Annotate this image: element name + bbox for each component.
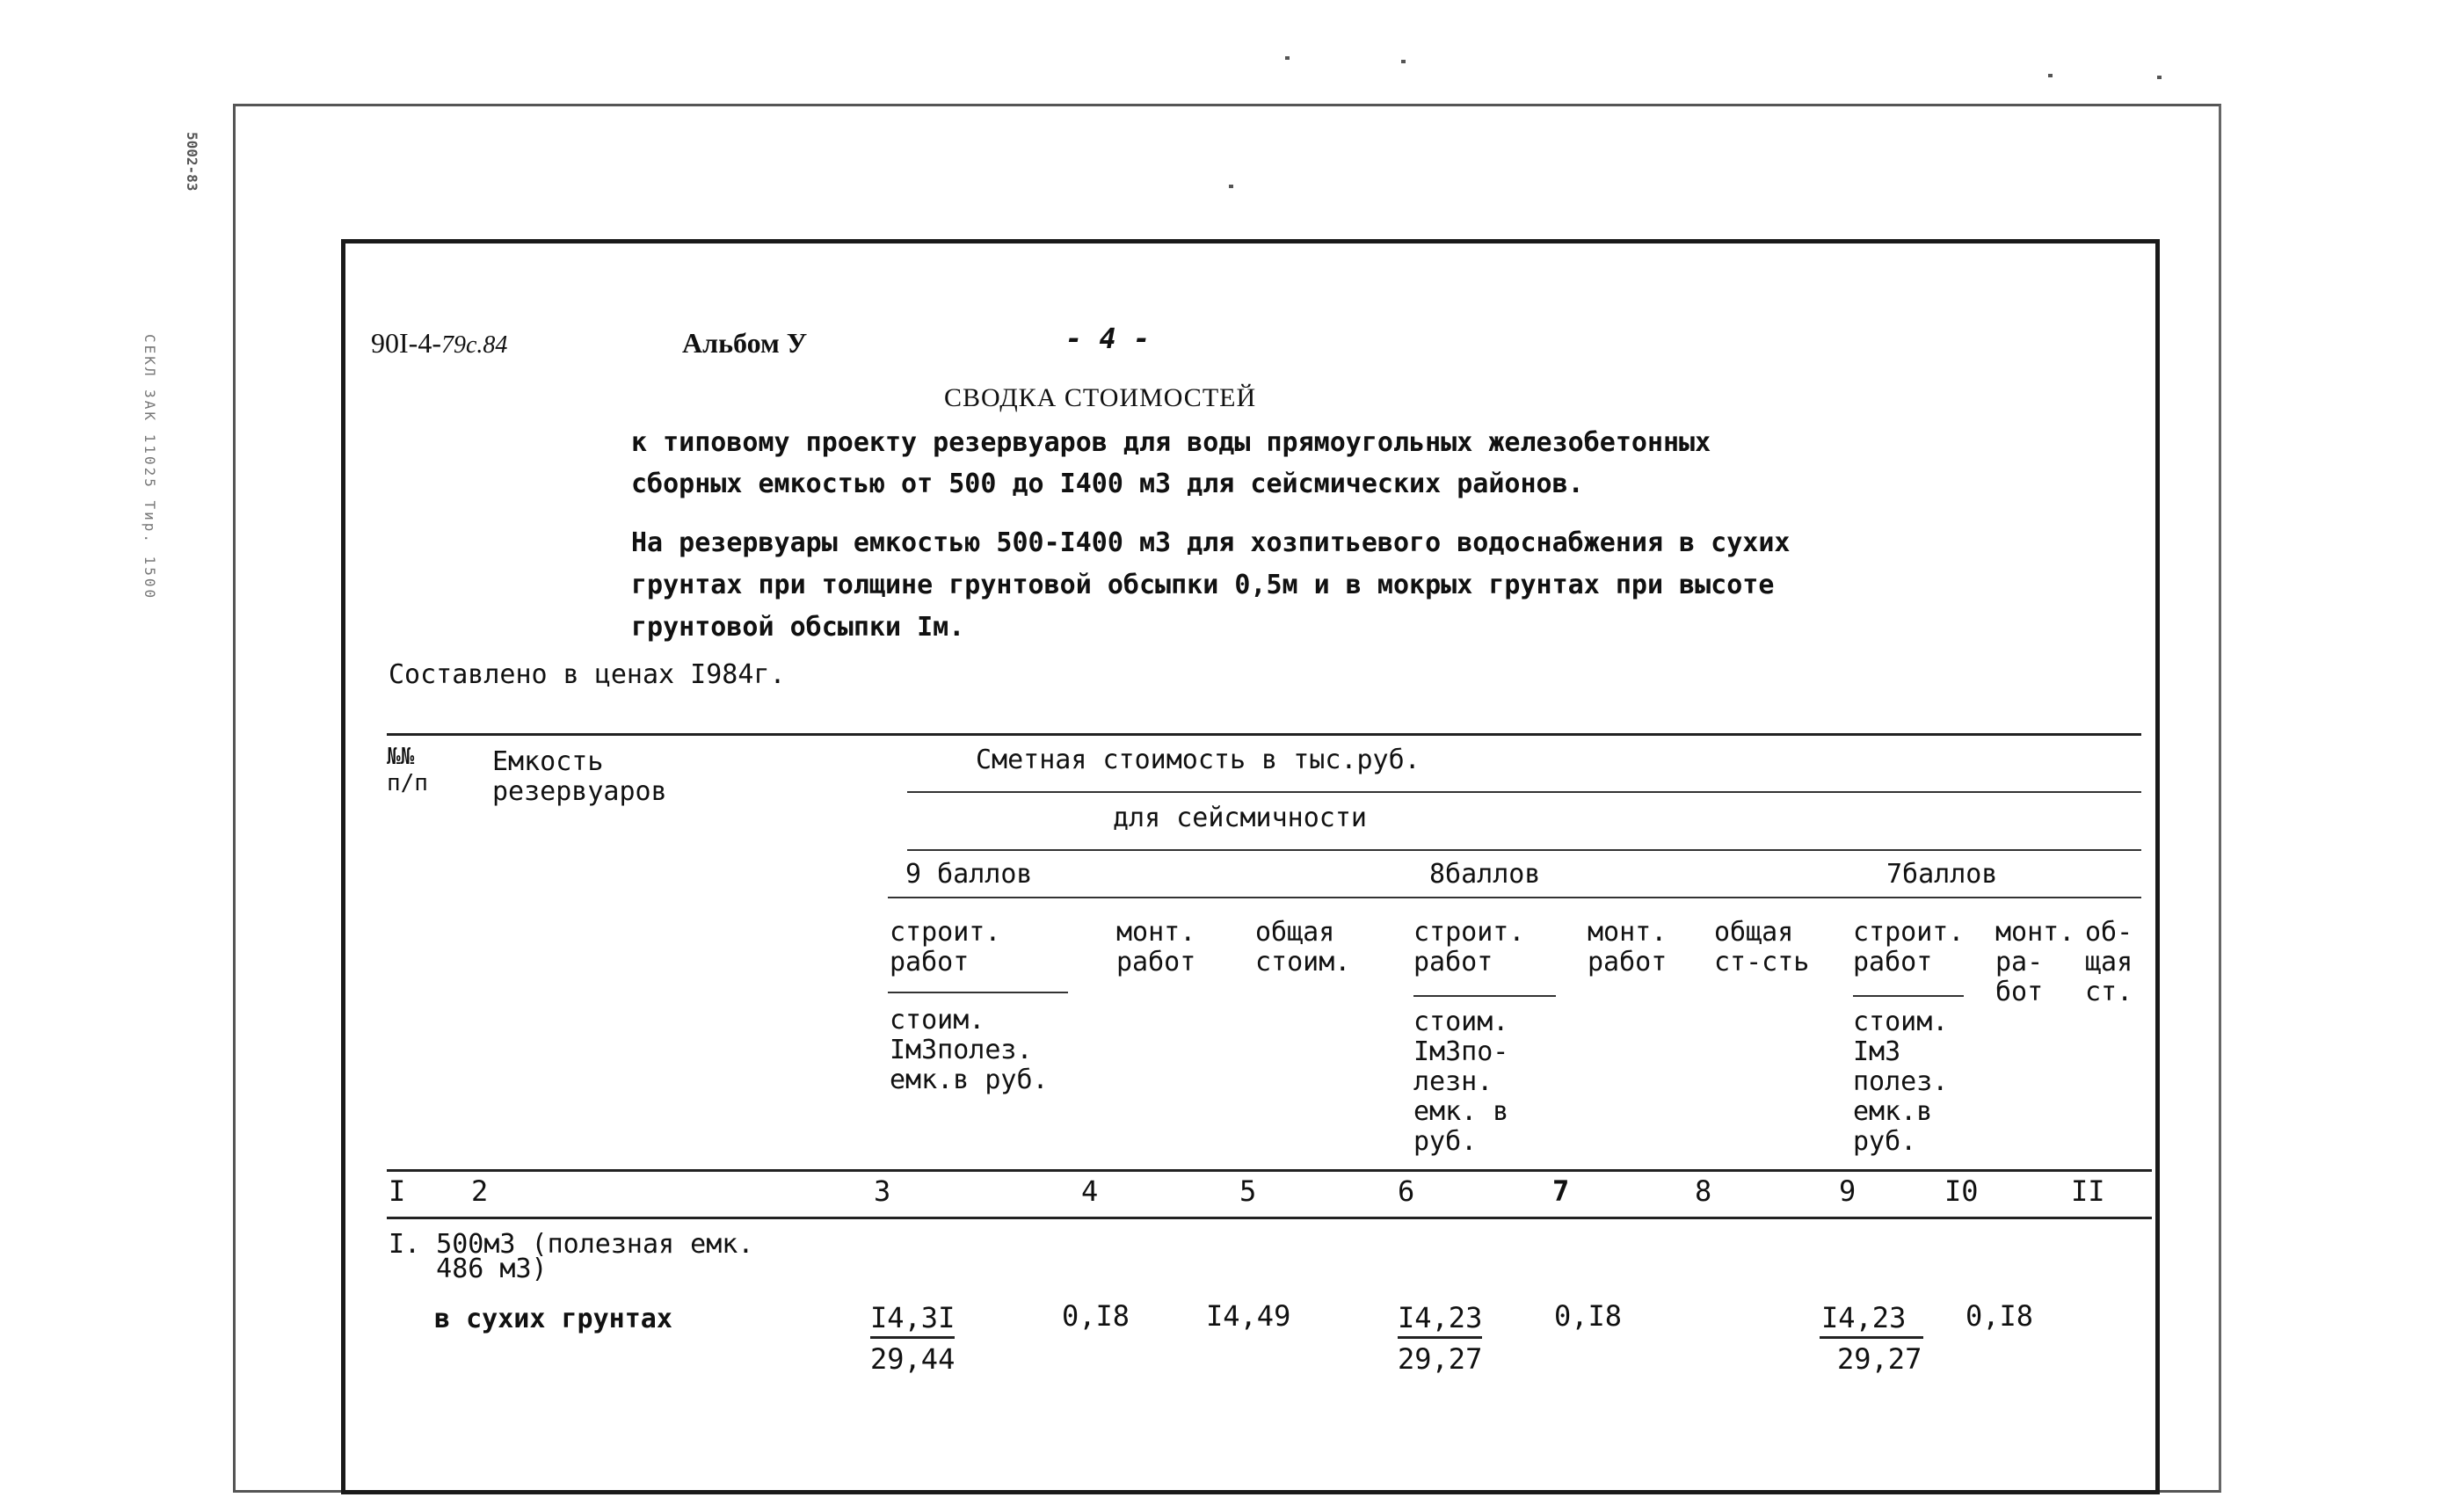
column-number: 3 bbox=[874, 1174, 891, 1208]
summary-heading: СВОДКА СТОИМОСТЕЙ bbox=[944, 383, 1257, 412]
album-label: Альбом У bbox=[682, 327, 808, 359]
column-number: I0 bbox=[1944, 1174, 1979, 1208]
column-number: 9 bbox=[1839, 1174, 1857, 1208]
subheader-unit-cost-7: стоим. Iм3 полез. емк.в руб. bbox=[1853, 1007, 1949, 1157]
group-7-points: 7баллов bbox=[1886, 859, 1998, 890]
paragraph-line-3: грунтовой обсыпки Iм. bbox=[631, 612, 965, 643]
paragraph-line-1: На резервуары емкостью 500-I400 м3 для хозпитьевого водоснабжения в сухих bbox=[631, 527, 1791, 558]
subheader-total-9: общая стоим. bbox=[1255, 917, 1351, 978]
cell-build-9-value: I4,3I bbox=[870, 1301, 955, 1339]
subheader-build-9: строит. работ bbox=[890, 917, 1001, 978]
header-bottom-rule bbox=[387, 1169, 2152, 1172]
column-number: 8 bbox=[1695, 1174, 1712, 1208]
cell-build-9 bbox=[870, 1301, 955, 1376]
cell-unit-cost-8-value: 29,27 bbox=[1398, 1342, 1483, 1376]
title-line-2: сборных емкостью от 500 до I400 м3 для сейсмических районов. bbox=[631, 469, 1584, 499]
cell-build-8 bbox=[1398, 1301, 1482, 1376]
document-code-printed: 90I-4- bbox=[371, 327, 441, 359]
subheader-total-8: общая ст-сть bbox=[1714, 917, 1810, 978]
cost-rule bbox=[907, 791, 2141, 793]
subheader-total-7: об- щая ст. bbox=[2085, 917, 2133, 1007]
group-8-points: 8баллов bbox=[1429, 859, 1541, 890]
sub-rule-8 bbox=[1413, 995, 1556, 997]
numbers-bottom-rule bbox=[387, 1217, 2152, 1219]
subheader-unit-cost-9: стоим. Iм3полез. емк.в руб. bbox=[890, 1005, 1049, 1095]
subheader-build-8: строит. работ bbox=[1413, 917, 1525, 978]
group-9-points: 9 баллов bbox=[905, 859, 1033, 890]
document-code bbox=[371, 327, 507, 360]
cell-mount-7: 0,I8 bbox=[1966, 1299, 2034, 1333]
column-header-number: №№ п/п bbox=[387, 744, 428, 796]
prices-note: Составлено в ценах I984г. bbox=[389, 659, 786, 690]
title-line-1: к типовому проекту резервуаров для воды прямоугольных железобетонных bbox=[631, 427, 1711, 458]
column-number: II bbox=[2071, 1174, 2105, 1208]
cell-build-7-value: I4,23 bbox=[1820, 1301, 1923, 1339]
column-number: 4 bbox=[1081, 1174, 1099, 1208]
cell-unit-cost-9-value: 29,44 bbox=[870, 1342, 956, 1376]
table-top-rule bbox=[387, 733, 2141, 736]
document-code-handwritten: 79с.84 bbox=[440, 331, 508, 359]
seismic-rule bbox=[907, 849, 2141, 851]
scan-speck bbox=[1285, 56, 1290, 60]
sub-rule-9 bbox=[888, 992, 1068, 993]
scan-speck bbox=[1229, 185, 1233, 188]
column-number: 2 bbox=[471, 1174, 489, 1208]
column-number: 6 bbox=[1398, 1174, 1415, 1208]
subheader-mount-7: монт. ра- бот bbox=[1995, 917, 2075, 1007]
column-number: I bbox=[389, 1174, 406, 1208]
cell-build-7 bbox=[1820, 1301, 1923, 1376]
paragraph-line-2: грунтах при толщине грунтовой обсыпки 0,5м и в мокрых грунтах при высоте bbox=[631, 570, 1775, 600]
row-condition-dry-soil: в сухих грунтах bbox=[434, 1304, 672, 1334]
side-code-stamp: 5002-83 bbox=[184, 132, 200, 192]
subheader-mount-8: монт. работ bbox=[1588, 917, 1668, 978]
side-print-stamp: СЕКЛ ЗАК 11025 Тир. 1500 bbox=[142, 334, 158, 601]
page-number: - 4 - bbox=[1065, 322, 1151, 355]
group-rule bbox=[888, 897, 2141, 898]
column-number: 7 bbox=[1552, 1174, 1570, 1208]
header-seismicity: для сейсмичности bbox=[1113, 803, 1367, 833]
column-header-capacity: Емкость резервуаров bbox=[492, 746, 667, 807]
cell-build-8-value: I4,23 bbox=[1398, 1301, 1482, 1339]
cell-total-9: I4,49 bbox=[1206, 1299, 1291, 1333]
subheader-mount-9: монт. работ bbox=[1116, 917, 1196, 978]
scan-speck bbox=[2048, 74, 2053, 77]
cell-mount-9: 0,I8 bbox=[1062, 1299, 1130, 1333]
header-estimated-cost: Сметная стоимость в тыс.руб. bbox=[976, 745, 1421, 775]
scan-speck bbox=[2157, 76, 2162, 79]
sub-rule-7 bbox=[1853, 995, 1964, 997]
row-capacity-label: I. 500м3 (полезная емк. 486 м3) bbox=[389, 1229, 754, 1284]
column-number: 5 bbox=[1239, 1174, 1257, 1208]
cell-mount-8: 0,I8 bbox=[1554, 1299, 1623, 1333]
subheader-unit-cost-8: стоим. Iм3по- лезн. емк. в руб. bbox=[1413, 1007, 1509, 1157]
subheader-build-7: строит. работ bbox=[1853, 917, 1965, 978]
cell-unit-cost-7-value: 29,27 bbox=[1837, 1342, 1922, 1376]
scan-speck bbox=[1401, 60, 1406, 63]
